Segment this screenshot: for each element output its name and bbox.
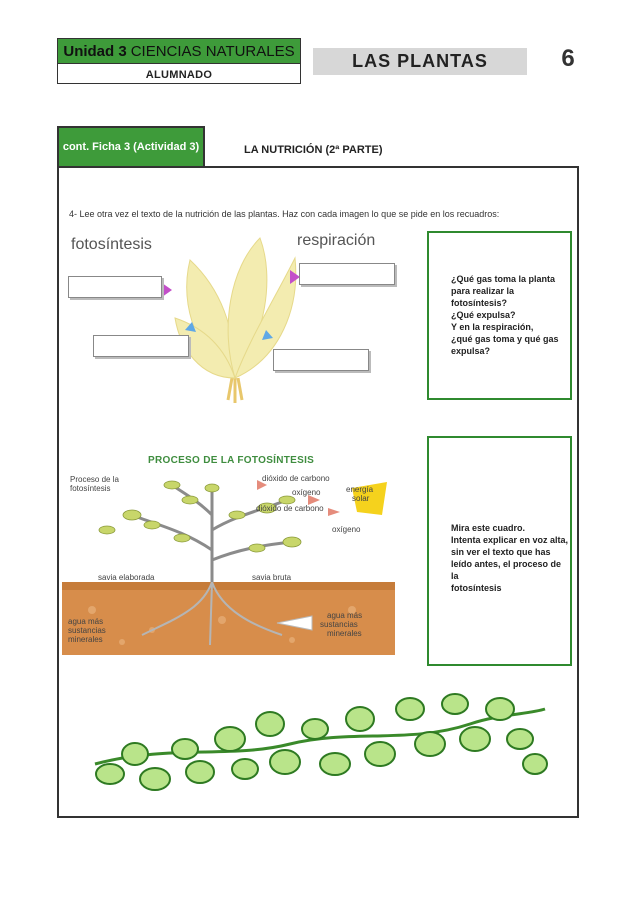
instruction-text: 4- Lee otra vez el texto de la nutrición de las plantas. Haz con cada imagen lo que se pide en los recuadros: bbox=[69, 209, 500, 219]
svg-text:oxígeno: oxígeno bbox=[332, 525, 361, 534]
unit-banner bbox=[58, 39, 300, 64]
answer-box-respiration-out[interactable] bbox=[299, 263, 395, 285]
section-tab: cont. Ficha 3 (Actividad 3) bbox=[57, 126, 205, 168]
svg-text:solar: solar bbox=[352, 494, 370, 503]
question-box-1 bbox=[427, 231, 572, 400]
question-box-2 bbox=[427, 436, 572, 666]
svg-text:oxígeno: oxígeno bbox=[292, 488, 321, 497]
plant-diagram bbox=[60, 228, 420, 408]
role-label: ALUMNADO bbox=[145, 68, 213, 81]
svg-text:Proceso de la: Proceso de la bbox=[70, 475, 119, 484]
photosynthesis-label: fotosíntesis bbox=[71, 236, 152, 253]
vine-decoration bbox=[90, 684, 550, 796]
svg-text:agua más: agua más bbox=[68, 617, 104, 626]
unit-subject: CIENCIAS NATURALES bbox=[130, 42, 295, 60]
arrow-left-icon bbox=[162, 283, 172, 297]
answer-box-photosynthesis-in[interactable] bbox=[93, 335, 189, 357]
page-title: LAS PLANTAS bbox=[313, 48, 527, 75]
svg-text:minerales: minerales bbox=[327, 629, 362, 638]
svg-text:minerales: minerales bbox=[68, 635, 103, 644]
photosynthesis-process-diagram bbox=[62, 470, 395, 655]
svg-text:savia elaborada: savia elaborada bbox=[98, 573, 155, 582]
svg-text:agua más: agua más bbox=[327, 611, 363, 620]
svg-text:fotosíntesis: fotosíntesis bbox=[70, 484, 111, 493]
question-text-1: ¿Qué gas toma la planta para realizar la fotosíntesis? ¿Qué expulsa? Y en la respiración, ¿qué gas toma y qué gas expulsa? bbox=[451, 274, 559, 356]
process-title: PROCESO DE LA FOTOSÍNTESIS bbox=[148, 455, 315, 466]
answer-box-respiration-in[interactable] bbox=[273, 349, 369, 371]
answer-box-photosynthesis-out[interactable] bbox=[68, 276, 162, 298]
section-title: LA NUTRICIÓN (2ª PARTE) bbox=[244, 144, 383, 156]
svg-text:dióxido de carbono: dióxido de carbono bbox=[262, 474, 330, 483]
svg-text:sustancias: sustancias bbox=[320, 620, 358, 629]
respiration-label: respiración bbox=[297, 232, 376, 249]
svg-text:sustancias: sustancias bbox=[68, 626, 106, 635]
svg-text:dióxido de carbono: dióxido de carbono bbox=[256, 504, 324, 513]
unit-number: Unidad 3 bbox=[63, 42, 127, 60]
page-number: 6 bbox=[561, 45, 575, 72]
unit-header bbox=[57, 38, 301, 84]
question-text-2: Mira este cuadro. Intenta explicar en voz alta, sin ver el texto que has leído antes, el proceso de la fotosíntesis bbox=[451, 523, 569, 593]
svg-text:energía: energía bbox=[346, 485, 374, 494]
svg-text:savia bruta: savia bruta bbox=[252, 573, 292, 582]
